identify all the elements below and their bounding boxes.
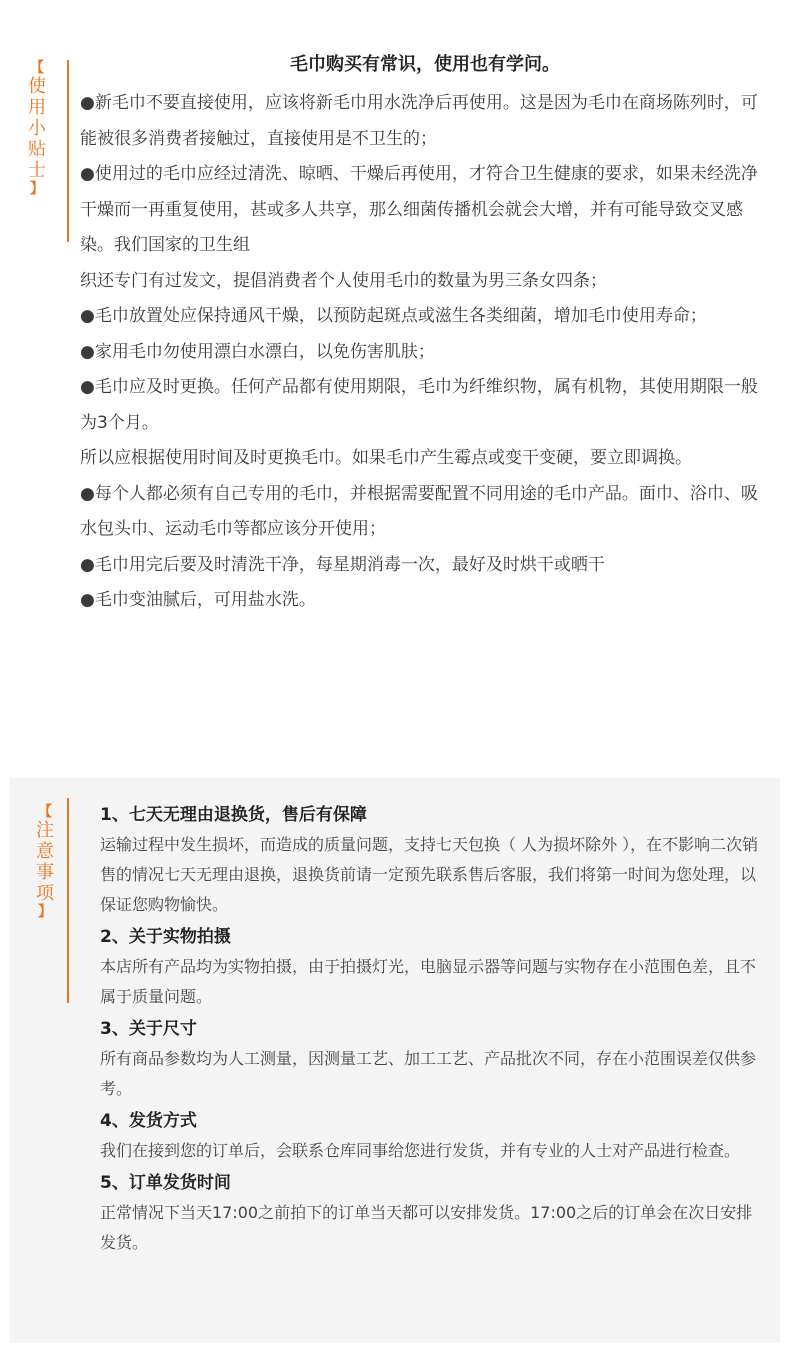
tab-char: 贴 [28, 139, 46, 160]
note-text: 本店所有产品均为实物拍摄，由于拍摄灯光，电脑显示器等问题与实物存在小范围色差，且不属于质量问题。 [100, 957, 757, 1006]
tips-paragraph: 织还专门有过发文，提倡消费者个人使用毛巾的数量为男三条女四条； [80, 270, 607, 291]
note-heading: 1、七天无理由退换货，售后有保障 [100, 805, 367, 825]
note-heading: 3、关于尺寸 [100, 1019, 197, 1039]
tab-char: 项 [36, 883, 54, 904]
note-text: 正常情况下当天17:00之前拍下的订单当天都可以安排发货。17:00之后的订单会在次日安排发货。 [100, 1203, 753, 1252]
tips-body [80, 86, 765, 619]
note-text: 所有商品参数均为人工测量，因测量工艺、加工工艺、产品批次不同，存在小范围误差仅供参考。 [100, 1049, 757, 1098]
note-heading: 4、发货方式 [100, 1111, 197, 1131]
tab-char: 用 [28, 97, 46, 118]
tab-bracket-close: 】 [30, 181, 44, 197]
note-item [100, 922, 765, 1012]
note-item [100, 800, 765, 920]
note-item [100, 1168, 765, 1258]
tab-char: 注 [36, 820, 54, 841]
tab-char: 使 [28, 76, 46, 97]
tips-paragraph: ●新毛巾不要直接使用，应该将新毛巾用水洗净后再使用。这是因为毛巾在商场陈列时，可能被很多消费者接触过，直接使用是不卫生的； [80, 93, 758, 149]
tab-bracket-open: 【 [30, 60, 44, 76]
tab-char: 事 [36, 862, 54, 883]
notes-side-tab [36, 804, 54, 920]
tips-paragraph: ●家用毛巾勿使用漂白水漂白，以免伤害肌肤； [80, 341, 435, 362]
note-heading: 2、关于实物拍摄 [100, 927, 231, 947]
tips-paragraph: 所以应根据使用时间及时更换毛巾。如果毛巾产生霉点或变干变硬，要立即调换。 [80, 448, 692, 468]
tips-title: 毛巾购买有常识，使用也有学问。 [290, 54, 560, 75]
note-text: 我们在接到您的订单后，会联系仓库同事给您进行发货，并有专业的人士对产品进行检查。 [100, 1141, 741, 1160]
note-text: 运输过程中发生损坏，而造成的质量问题，支持七天包换（ 人为损坏除外 ），在不影响二次销售的情况七天无理由退换，退换货前请一定预先联系售后客服，我们将第一时间为您处理，以保证您购物愉快。 [100, 835, 759, 914]
tab-bracket-open: 【 [38, 804, 52, 820]
tips-paragraph: ●毛巾用完后要及时清洗干净，每星期消毒一次，最好及时烘干或晒干 [80, 554, 605, 575]
tab-char: 小 [28, 118, 46, 139]
tips-paragraph: ●每个人都必须有自己专用的毛巾，并根据需要配置不同用途的毛巾产品。面巾、浴巾、吸水包头巾、运动毛巾等都应该分开使用； [80, 483, 758, 539]
notes-side-divider [67, 798, 69, 1003]
tab-char: 士 [28, 160, 46, 181]
notes-body [100, 800, 765, 1260]
note-heading: 5、订单发货时间 [100, 1173, 231, 1193]
tab-char: 意 [36, 841, 54, 862]
tips-paragraph: ●使用过的毛巾应经过清洗、晾晒、干燥后再使用，才符合卫生健康的要求，如果未经洗净干燥而一再重复使用，甚或多人共享，那么细菌传播机会就会大增，并有可能导致交叉感染。我们国家的卫生组 [80, 164, 758, 255]
tips-side-divider [67, 60, 69, 242]
note-item [100, 1014, 765, 1104]
tab-bracket-close: 】 [38, 904, 52, 920]
tips-paragraph: ●毛巾变油腻后，可用盐水洗。 [80, 590, 316, 610]
tips-paragraph: ●毛巾放置处应保持通风干燥，以预防起斑点或滋生各类细菌，增加毛巾使用寿命； [80, 306, 707, 326]
notes-section [10, 778, 780, 1343]
tips-paragraph: ●毛巾应及时更换。任何产品都有使用期限，毛巾为纤维织物，属有机物，其使用期限一般为3个月。 [80, 377, 758, 433]
note-item [100, 1106, 765, 1166]
tips-side-tab [28, 60, 46, 197]
